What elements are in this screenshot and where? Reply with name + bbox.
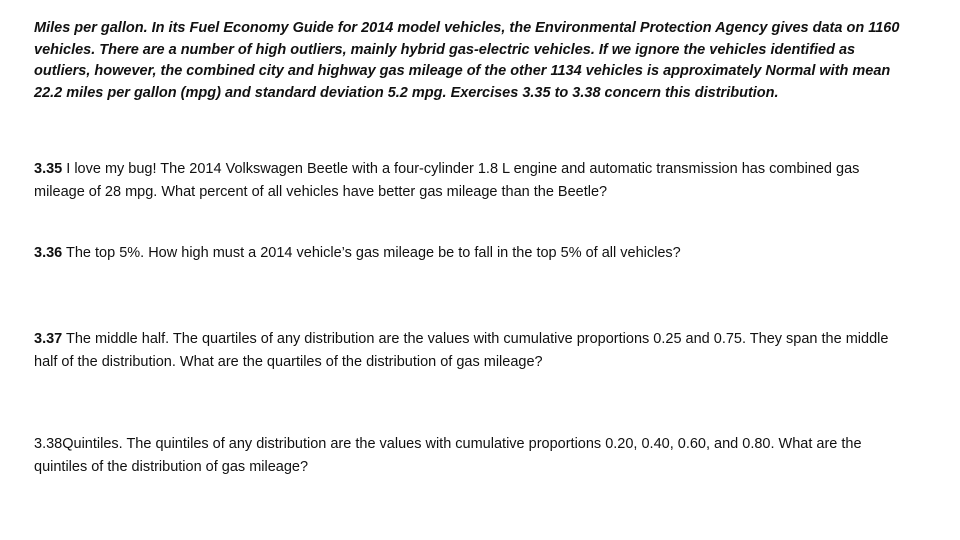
exercise-3-38 (34, 433, 914, 478)
exercise-number: 3.37 (34, 331, 63, 347)
exercise-number: 3.35 (34, 161, 63, 177)
exercise-3-35 (34, 158, 914, 203)
exercise-3-37 (34, 328, 914, 373)
exercise-number: 3.38 (34, 436, 63, 452)
intro-paragraph: Miles per gallon. In its Fuel Economy Guide for 2014 model vehicles, the Environmental Protection Agency gives data on 1160 vehicles. There are a number of high outliers, mainly hybrid gas-electric vehicles. If we ignore the vehicles identified as outliers, however, the combined city and highway gas mileage of the other 1134 vehicles is approximately Normal with mean 22.2 miles per gallon (mpg) and standard deviation 5.2 mpg. Exercises 3.35 to 3.38 concern this distribution. (34, 20, 900, 101)
exercise-text: Quintiles. The quintiles of any distribution are the values with cumulative proportions 0.20, 0.40, 0.60, and 0.80. What are the quintiles of the distribution of gas mileage? (34, 436, 862, 475)
exercise-text: The top 5%. How high must a 2014 vehicle’s gas mileage be to fall in the top 5% of all vehicles? (62, 245, 681, 261)
exercise-text: I love my bug! The 2014 Volkswagen Beetle with a four-cylinder 1.8 L engine and automatic transmission has combined gas mileage of 28 mpg. What percent of all vehicles have better gas mileage than the Beetle? (34, 161, 860, 200)
exercise-3-36 (34, 242, 914, 265)
slide-content (34, 18, 914, 104)
exercise-number: 3.36 (34, 245, 63, 261)
exercise-text: The middle half. The quartiles of any distribution are the values with cumulative proportions 0.25 and 0.75. They span the middle half of the distribution. What are the quartiles of the distribution of gas mileage? (34, 331, 889, 370)
